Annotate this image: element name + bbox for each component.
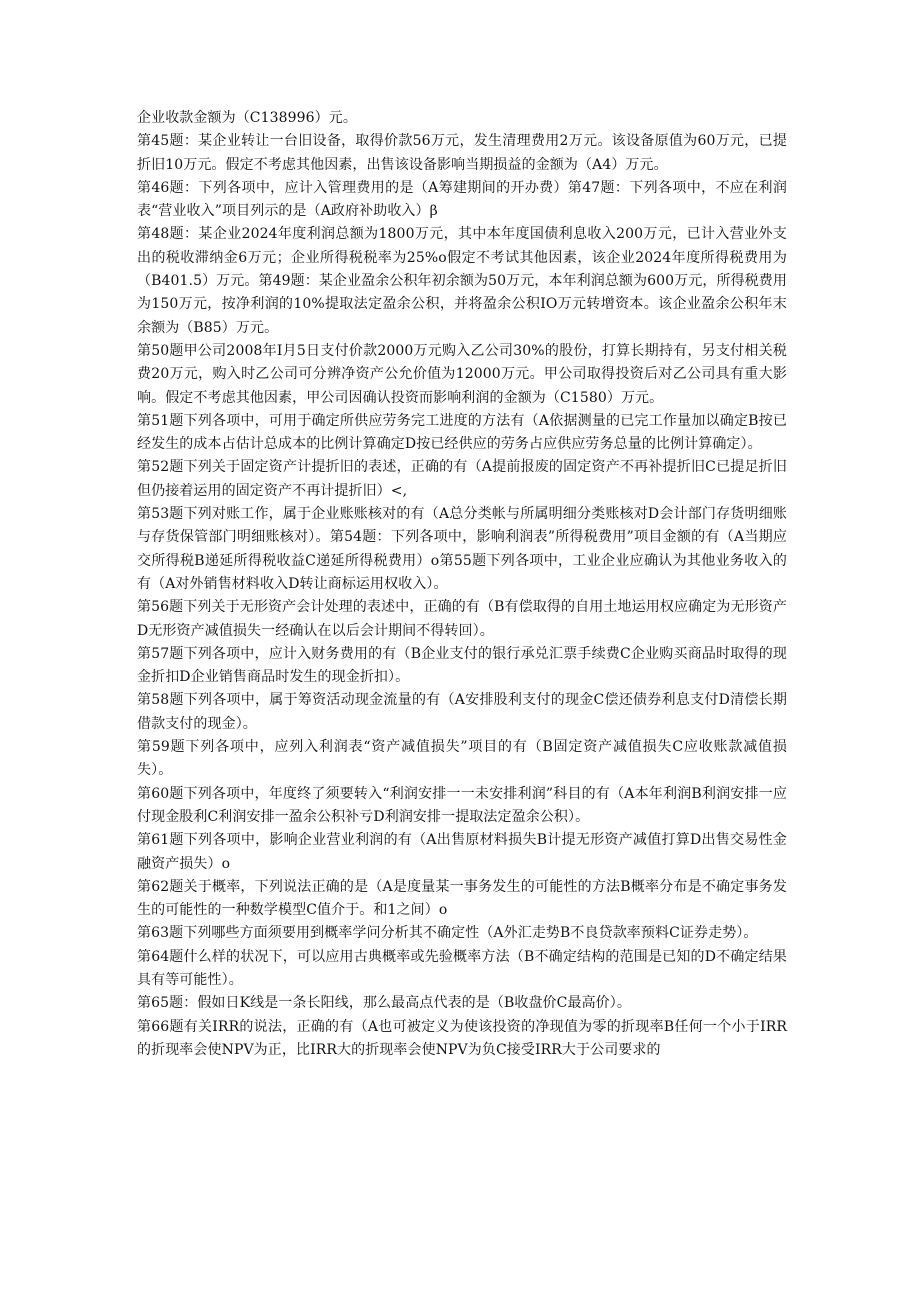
paragraph-q66: 第66题有关IRR的说法，正确的有（A也可被定义为使该投资的净现值为零的折现率B任何一个小于IRR的折现率会使NPV为正，比IRR大的折现率会使NPV为负C接受IRR大于公司要求的 bbox=[137, 1018, 787, 1058]
paragraph-q65: 第65题：假如日K线是一条长阳线，那么最高点代表的是（B收盘价C最高价）。 bbox=[137, 995, 631, 1012]
paragraph-q44-tail: 企业收款金额为（C138996）元。 bbox=[137, 110, 357, 126]
paragraph-q60: 第60题下列各项中，年度终了须要转入“利润安排一一未安排利润”科目的有（A本年利润B利润安排一应付现金股利C利润安排一盈余公积补亏D利润安排一提取法定盈余公积）。 bbox=[137, 785, 787, 825]
paragraph-q62: 第62题关于概率，下列说法正确的是（A是度量某一事务发生的可能性的方法B概率分布是不确定事务发生的可能性的一种数学模型C值介于。和1之间）o bbox=[137, 878, 787, 919]
paragraph-q57: 第57题下列各项中，应计入财务费用的有（B企业支付的银行承兑汇票手续费C企业购买商品时取得的现金折扣D企业销售商品时发生的现金折扣）。 bbox=[137, 645, 787, 686]
paragraph-q51: 第51题下列各项中，可用于确定所供应劳务完工进度的方法有（A依据测量的已完工作量加以确定B按已经发生的成本占估计总成本的比例计算确定D按已经供应的劳务占应供应劳务总量的比例计算确定）。 bbox=[137, 412, 787, 453]
paragraph-q45: 第45题：某企业转让一台旧设备，取得价款56万元，发生清理费用2万元。该设备原值为60万元，已提折旧10万元。假定不考虑其他因素，出售该设备影响当期损益的金额为（A4）万元。 bbox=[137, 133, 787, 173]
paragraph-q50: 第50题甲公司2008年I月5日支付价款2000万元购入乙公司30%的股份，打算长期持有，另支付相关税费20万元，购入时乙公司可分辨净资产公允价值为12000万元。甲公司取得投资后对乙公司具有重大影响。假定不考虑其他因素，甲公司因确认投资而影响利润的金额为（C1580）万元。 bbox=[137, 342, 787, 406]
document-body bbox=[137, 107, 787, 1062]
paragraph-q52: 第52题下列关于固定资产计提折旧的表述，正确的有（A提前报废的固定资产不再补提折旧C已提足折旧但仍接着运用的固定资产不再计提折旧）<, bbox=[137, 459, 787, 499]
paragraph-q48-q49: 第48题：某企业2024年度利润总额为1800万元，其中本年度国债利息收入200万元，已计入营业外支出的税收滞纳金6万元；企业所得税税率为25%o假定不考试其他因素，该企业2024年度所得税费用为（B401.5）万元。第49题：某企业盈余公积年初余额为50万元，本年利润总额为600万元，所得税费用为150万元，按净利润的10%提取法定盈余公积，并将盈余公积IO万元转增资本。该企业盈余公积年末余额为（B85）万元。 bbox=[137, 226, 787, 336]
paragraph-q53-q55: 第53题下列对账工作，属于企业账账核对的有（A总分类帐与所属明细分类账核对D会计部门存货明细账与存货保管部门明细账核对）。第54题：下列各项中，影响利润表”所得税费用”项目金额的有（A当期应交所得税B递延所得税收益C递延所得税费用）o第55题下列各项中，工业企业应确认为其他业务收入的有（A对外销售材料收入D转让商标运用权收入）。 bbox=[137, 506, 787, 592]
paragraph-q58: 第58题下列各项中，属于筹资活动现金流量的有（A安排股利支付的现金C偿还债券利息支付D清偿长期借款支付的现金）。 bbox=[137, 692, 787, 732]
paragraph-q61: 第61题下列各项中，影响企业营业利润的有（A出售原材料损失B计提无形资产减值打算D出售交易性金融资产损失）o bbox=[137, 832, 787, 872]
paragraph-q64: 第64题什么样的状况下，可以应用古典概率或先验概率方法（B不确定结构的范围是已知的D不确定结果具有等可能性）。 bbox=[137, 948, 787, 988]
paragraph-q56: 第56题下列关于无形资产会计处理的表述中，正确的有（B有偿取得的自用土地运用权应确定为无形资产D无形资产减值损失一经确认在以后会计期间不得转回）。 bbox=[137, 599, 787, 639]
paragraph-q46-q47: 第46题：下列各项中，应计入管理费用的是（A筹建期间的开办费）第47题：下列各项中，不应在利润表“营业收入”项目列示的是（A政府补助收入）β bbox=[137, 179, 787, 220]
paragraph-q59: 第59题下列各项中，应列入利润表“资产减值损失”项目的有（B固定资产减值损失C应收账款减值损失）。 bbox=[137, 739, 787, 779]
paragraph-q63: 第63题下列哪些方面须要用到概率学问分析其不确定性（A外汇走势B不良贷款率预料C证券走势）。 bbox=[137, 925, 758, 942]
